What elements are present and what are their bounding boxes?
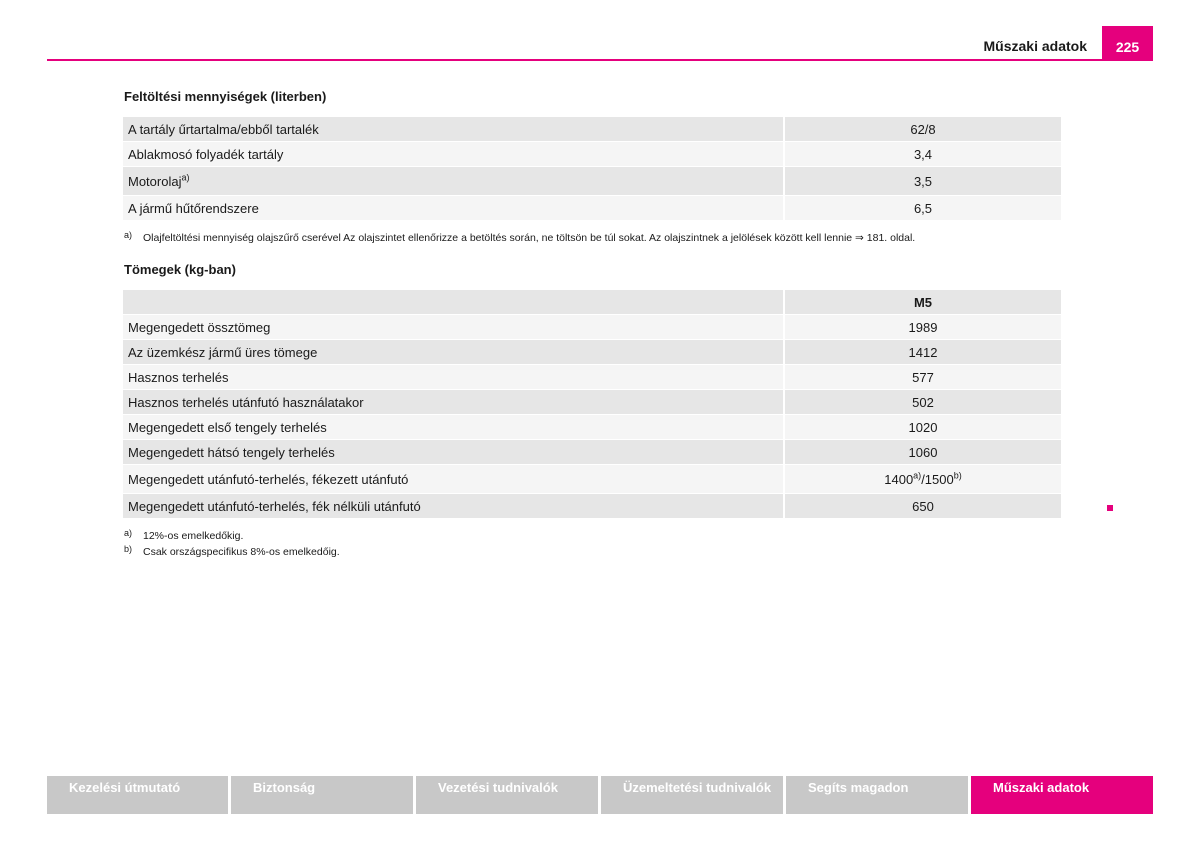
row-label-text: Motorolaj [128,173,182,189]
table-row [123,117,1061,142]
page-section-title: Műszaki adatok [983,38,1087,54]
row-label: Megengedett első tengely terhelés [123,415,785,440]
table-row [123,415,1061,440]
footer-navigation [47,776,1153,814]
row-label [123,167,785,196]
row-label: Hasznos terhelés utánfutó használatakor [123,390,785,415]
row-value: 577 [785,365,1061,390]
table-row [123,196,1061,221]
footnote-mark: a) [124,528,133,538]
section-end-marker-icon [1107,505,1113,511]
row-label: Ablakmosó folyadék tartály [123,142,785,167]
row-label: Az üzemkész jármű üres tömege [123,340,785,365]
row-value: 1060 [785,440,1061,465]
capacities-table [123,117,1061,221]
row-label: A tartály űrtartalma/ebből tartalék [123,117,785,142]
page-number: 225 [1102,26,1153,59]
table-row [123,315,1061,340]
footer-tab-biztonsag[interactable]: Biztonság [231,776,413,814]
footer-tab-muszaki-adatok[interactable]: Műszaki adatok [971,776,1153,814]
footnote-mark: b) [124,544,133,554]
weights-footnote-b [124,544,340,558]
capacities-heading: Feltöltési mennyiségek (literben) [124,89,327,104]
footnote-text: 12%-os emelkedőkig. [143,530,244,542]
row-value: 6,5 [785,196,1061,221]
row-label: Megengedett utánfutó-terhelés, fékezett utánfutó [123,465,785,494]
table-row [123,167,1061,196]
weights-footnote-a [124,528,243,542]
table-row [123,440,1061,465]
row-label: Megengedett hátsó tengely terhelés [123,440,785,465]
row-value: 3,4 [785,142,1061,167]
row-value: 650 [785,494,1061,519]
value-part-b: /1500 [921,471,954,487]
row-value: 502 [785,390,1061,415]
footnote-ref: a) [181,172,190,183]
row-value: 62/8 [785,117,1061,142]
table-row [123,465,1061,494]
weights-table [123,290,1061,519]
row-label: A jármű hűtőrendszere [123,196,785,221]
table-row [123,494,1061,519]
weights-heading: Tömegek (kg-ban) [124,262,236,277]
row-label: Megengedett össztömeg [123,315,785,340]
column-header-m5: M5 [785,290,1061,315]
row-value [785,465,1061,494]
header-rule [47,59,1153,61]
table-row [123,340,1061,365]
row-value: 3,5 [785,167,1061,196]
footnote-text: Olajfeltöltési mennyiség olajszűrő cserével Az olajszintet ellenőrizze a betöltés során, ne töltsön be túl sokat. Az olajszintnek a jelölések között kell lennie ⇒ 181. oldal. [143,232,916,244]
table-row [123,390,1061,415]
row-value: 1989 [785,315,1061,340]
value-part-a: 1400 [884,471,914,487]
footer-tab-uzemeltetesi-tudnivalok[interactable]: Üzemeltetési tudnivalók [601,776,783,814]
table-row [123,365,1061,390]
row-value: 1020 [785,415,1061,440]
row-label: Megengedett utánfutó-terhelés, fék nélküli utánfutó [123,494,785,519]
table-row [123,142,1061,167]
row-label: Hasznos terhelés [123,365,785,390]
capacities-footnote [124,230,915,244]
header-empty-cell [123,290,785,315]
footnote-ref: b) [953,470,962,481]
footer-tab-segits-magadon[interactable]: Segíts magadon [786,776,968,814]
row-value: 1412 [785,340,1061,365]
table-header-row [123,290,1061,315]
footer-tab-vezetesi-tudnivalok[interactable]: Vezetési tudnivalók [416,776,598,814]
footnote-mark: a) [124,230,133,240]
footnote-text: Csak országspecifikus 8%-os emelkedőig. [143,546,340,558]
footer-tab-kezelesi-utmutato[interactable]: Kezelési útmutató [47,776,228,814]
footnote-ref: a) [913,470,922,481]
